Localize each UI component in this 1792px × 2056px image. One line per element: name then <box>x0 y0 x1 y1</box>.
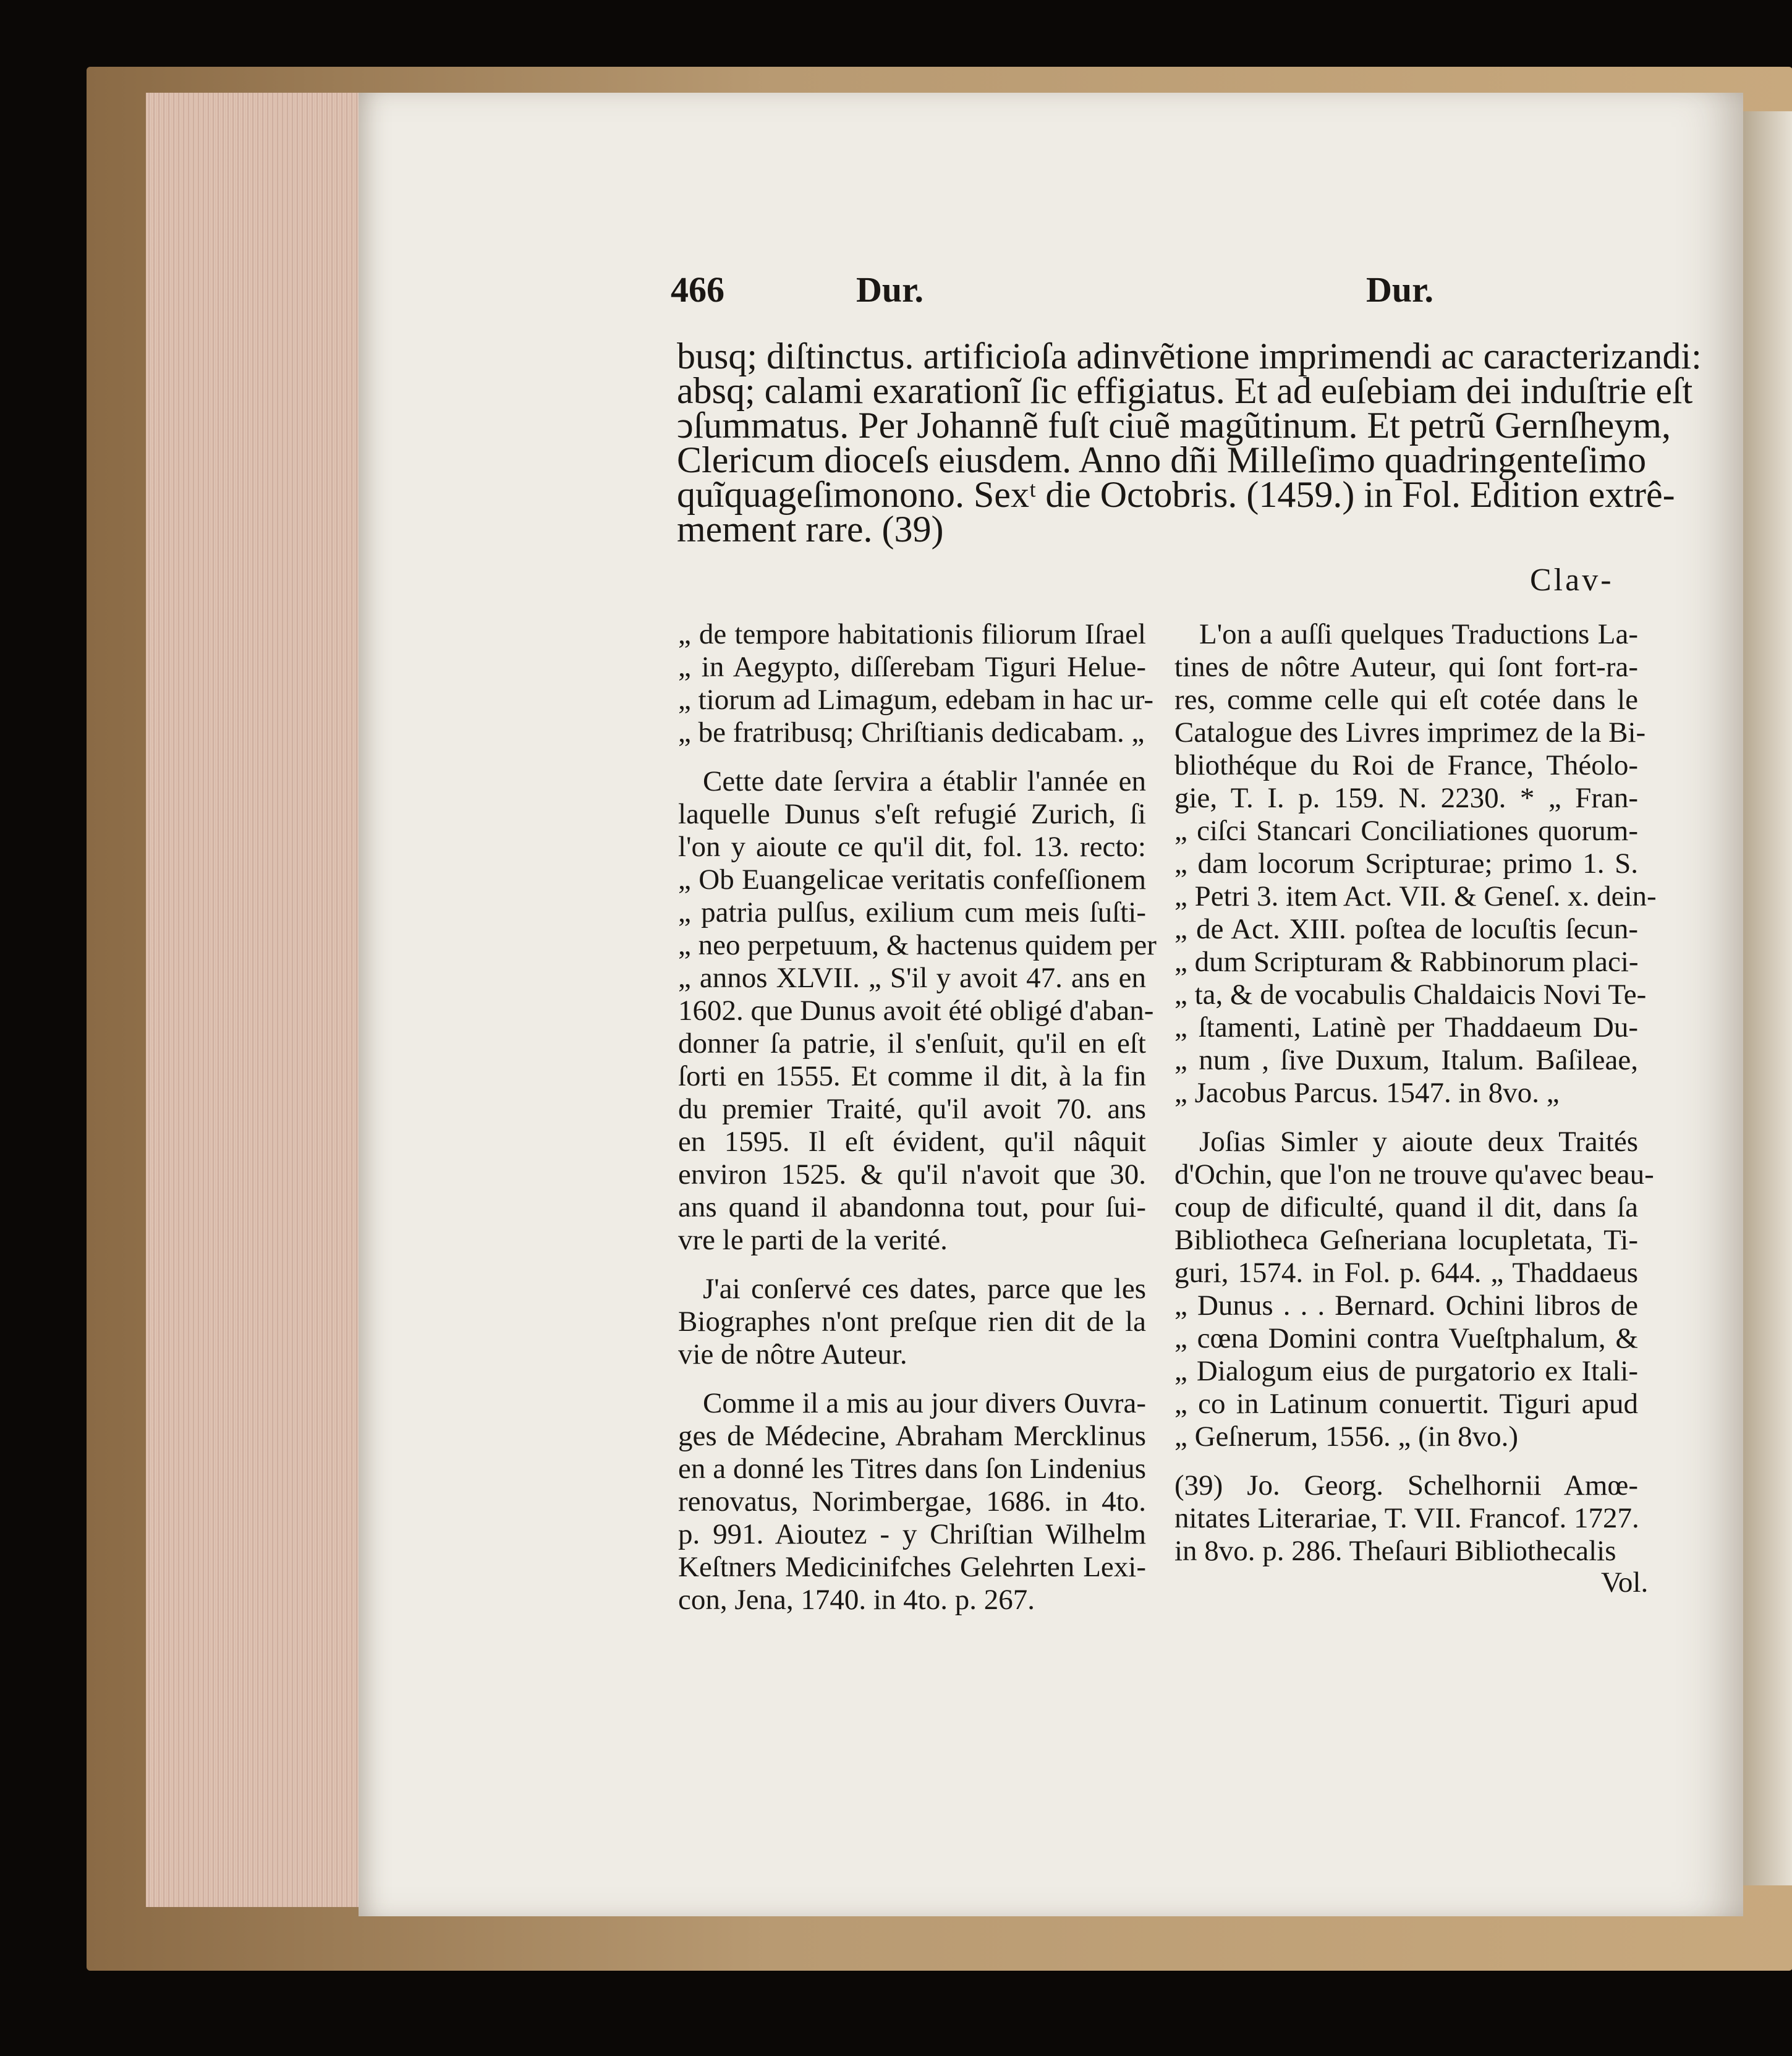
text-line: nitates Literariae, T. VII. Francof. 1727. <box>1174 1502 1639 1534</box>
colophon-line: Clericum dioceſs eiusdem. Anno dñi Milleſimo quadringenteſimo <box>677 440 1647 480</box>
text-line: J'ai conſervé ces dates, parce que les <box>703 1273 1146 1305</box>
text-line: „ ciſci Stancari Conciliationes quorum- <box>1174 815 1638 847</box>
text-line: Keſtners Medicinifches Gelehrten Lexi- <box>678 1551 1146 1583</box>
text-line: l'on y aioute ce qu'il dit, fol. 13. recto: <box>678 831 1146 863</box>
text-line: „ ta, & de vocabulis Chaldaicis Novi Te- <box>1174 979 1647 1011</box>
text-line: „ in Aegypto, diſſerebam Tiguri Helue- <box>678 651 1146 683</box>
left-column <box>678 618 1157 1616</box>
text-line: „ cœna Domini contra Vueſtphalum, & <box>1174 1322 1638 1354</box>
text-line: donner ſa patrie, il s'enſuit, qu'il en eſt <box>678 1027 1146 1060</box>
text-line: „ Petri 3. item Act. VII. & Geneſ. x. dein- <box>1174 880 1657 912</box>
colophon-line: busq; diſtinctus. artificioſa adinvẽtione imprimendi ac caracterizandi: <box>677 336 1702 376</box>
text-line: (39) Jo. Georg. Schelhornii Amœ- <box>1174 1469 1638 1502</box>
colophon-line: absq; calami exarationĩ ſic effigiatus. Et ad euſebiam dei induſtrie eſt <box>677 370 1693 411</box>
text-line: „ neo perpetuum, & hactenus quidem per <box>678 929 1157 961</box>
text-line: vre le parti de la verité. <box>678 1224 948 1256</box>
text-line: „ tiorum ad Limagum, edebam in hac ur- <box>678 684 1154 716</box>
colophon-line: mement rare. (39) <box>677 509 944 550</box>
text-line: ans quand il abandonna tout, pour ſui- <box>678 1191 1146 1223</box>
paragraph <box>678 618 1154 749</box>
right-column <box>1174 618 1657 1568</box>
text-line: Comme il a mis au jour divers Ouvra- <box>703 1387 1146 1419</box>
text-line: „ Geſnerum, 1556. „ (in 8vo.) <box>1174 1421 1519 1453</box>
colophon-block <box>677 336 1702 550</box>
text-line: gie, T. I. p. 159. N. 2230. * „ Fran- <box>1174 782 1638 814</box>
page-edges <box>146 93 363 1907</box>
paragraph <box>1174 1126 1654 1453</box>
text-line: „ num , ſive Duxum, Italum. Baſileae, <box>1174 1044 1638 1076</box>
text-line: „ dam locorum Scripturae; primo 1. S. <box>1174 847 1638 880</box>
text-line: „ Ob Euangelicae veritatis confeſſionem <box>678 864 1146 896</box>
colophon-line: ↄſummatus. Per Johannẽ fuſt ciuẽ magũtinum. Et petrũ Gernſheym, <box>677 405 1671 446</box>
text-line: en 1595. Il eſt évident, qu'il nâquit <box>678 1126 1146 1158</box>
paragraph <box>1174 618 1657 1110</box>
text-line: con, Jena, 1740. in 4to. p. 267. <box>678 1584 1035 1616</box>
text-line: laquelle Dunus s'eſt refugié Zurich, ſi <box>678 798 1146 830</box>
text-line: Catalogue des Livres imprimez de la Bi- <box>1174 716 1646 749</box>
running-head-right: Dur. <box>1366 270 1434 310</box>
page-number: 466 <box>671 270 724 310</box>
text-line: d'Ochin, que l'on ne trouve qu'avec beau- <box>1174 1158 1654 1191</box>
text-line: vie de nôtre Auteur. <box>678 1338 907 1370</box>
text-line: Joſias Simler y aioute deux Traités <box>1199 1126 1638 1158</box>
facing-page-edge <box>1743 111 1792 1885</box>
text-line: tines de nôtre Auteur, qui ſont fort-ra- <box>1174 651 1638 683</box>
text-line: „ Jacobus Parcus. 1547. in 8vo. „ <box>1174 1077 1560 1109</box>
text-line: „ annos XLVII. „ S'il y avoit 47. ans en <box>678 962 1146 994</box>
text-line: „ Dialogum eius de purgatorio ex Itali- <box>1174 1355 1638 1387</box>
text-line: „ Dunus . . . Bernard. Ochini libros de <box>1174 1289 1638 1322</box>
text-line: in 8vo. p. 286. Theſauri Bibliothecalis <box>1174 1535 1616 1567</box>
text-line: du premier Traité, qu'il avoit 70. ans <box>678 1093 1146 1125</box>
text-line: „ de Act. XIII. poſtea de locuſtis ſecun- <box>1174 913 1638 945</box>
text-line: „ co in Latinum conuertit. Tiguri apud <box>1174 1388 1638 1420</box>
colophon-line: quĩquageſimonono. Sexᵗ die Octobris. (1459.) in Fol. Edition extrê- <box>677 474 1675 515</box>
paragraph <box>678 1273 1146 1371</box>
running-head-left: Dur. <box>856 270 924 310</box>
text-line: p. 991. Aioutez - y Chriſtian Wilhelm <box>678 1518 1146 1550</box>
text-line: en a donné les Titres dans ſon Lindenius <box>678 1453 1146 1485</box>
text-line: ſorti en 1555. Et comme il dit, à la fin <box>678 1060 1146 1092</box>
paragraph <box>678 765 1157 1257</box>
text-line: „ patria pulſus, exilium cum meis ſuſti- <box>678 896 1146 928</box>
text-line: „ ſtamenti, Latinè per Thaddaeum Du- <box>1174 1011 1638 1043</box>
text-line: renovatus, Norimbergae, 1686. in 4to. <box>678 1485 1146 1518</box>
text-line: res, comme celle qui eſt cotée dans le <box>1174 684 1638 716</box>
paragraph <box>1174 1469 1638 1568</box>
text-line: „ de tempore habitationis filiorum Iſrael <box>678 618 1146 650</box>
text-line: L'on a auſſi quelques Traductions La- <box>1199 618 1638 650</box>
text-line: 1602. que Dunus avoit été obligé d'aban- <box>678 995 1154 1027</box>
text-line: ges de Médecine, Abraham Mercklinus <box>678 1420 1146 1452</box>
text-line: „ be fratribusq; Chriſtianis dedicabam. „ <box>678 716 1145 749</box>
text-line: Cette date ſervira a établir l'année en <box>703 765 1146 797</box>
text-line: Bibliotheca Geſneriana locupletata, Ti- <box>1174 1224 1638 1256</box>
text-line: guri, 1574. in Fol. p. 644. „ Thaddaeus <box>1174 1257 1638 1289</box>
text-line: coup de dificulté, quand il dit, dans ſa <box>1174 1191 1638 1223</box>
catchword-clav: Clav- <box>1530 563 1614 598</box>
paragraph <box>678 1387 1146 1616</box>
catchword-vol: Vol. <box>1601 1566 1649 1599</box>
text-line: bliothéque du Roi de France, Théolo- <box>1174 749 1638 781</box>
text-line: Biographes n'ont preſque rien dit de la <box>678 1306 1146 1338</box>
text-line: „ dum Scripturam & Rabbinorum placi- <box>1174 946 1639 978</box>
text-line: environ 1525. & qu'il n'avoit que 30. <box>678 1158 1146 1191</box>
